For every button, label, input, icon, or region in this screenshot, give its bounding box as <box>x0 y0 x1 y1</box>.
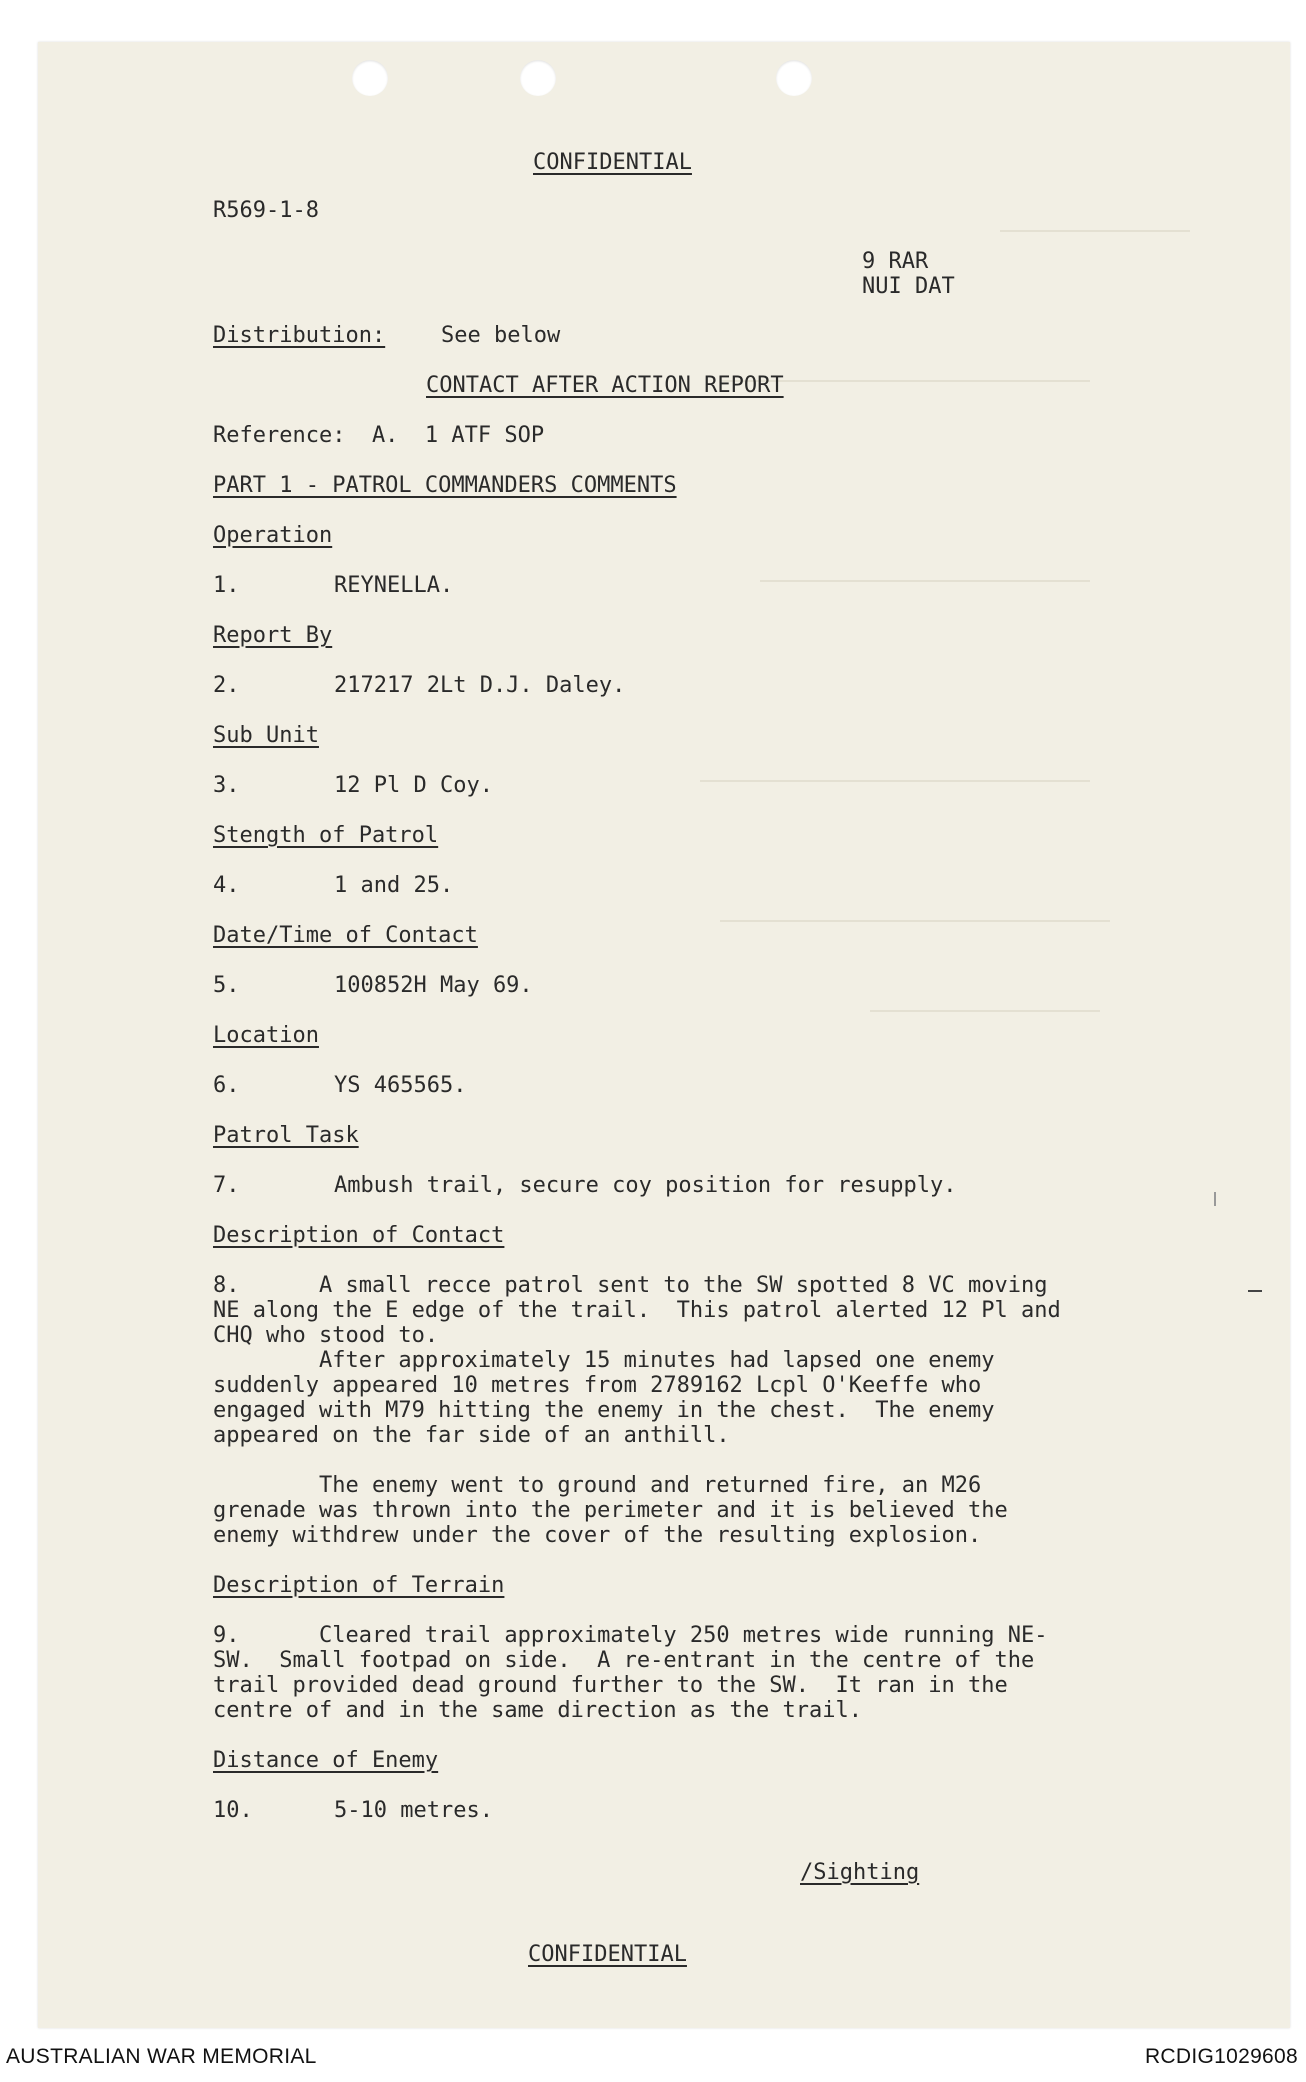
distribution-value: See below <box>441 323 561 348</box>
item-text: 1 and 25. <box>334 873 454 898</box>
footer-item-id: RCDIG1029608 <box>1144 2045 1298 2068</box>
unit-location: NUI DAT <box>862 274 955 299</box>
continuation-marker: /Sighting <box>800 1860 920 1885</box>
section-heading: Location <box>213 1023 319 1048</box>
punch-hole <box>520 60 556 96</box>
punch-hole <box>352 60 388 96</box>
paragraph-line: CHQ who stood to. <box>213 1323 439 1348</box>
item-number: 5. <box>213 973 240 998</box>
file-reference: R569-1-8 <box>213 198 319 223</box>
distribution-label: Distribution: <box>213 323 386 348</box>
section-heading: Date/Time of Contact <box>213 923 478 948</box>
item-number: 10. <box>213 1798 253 1823</box>
paragraph-line: grenade was thrown into the perimeter and it is believed the <box>213 1498 1008 1523</box>
section-heading: Description of Terrain <box>213 1573 505 1598</box>
section-heading: Operation <box>213 523 333 548</box>
paragraph-line: The enemy went to ground and returned fire, an M26 <box>213 1473 982 1498</box>
item-text: 217217 2Lt D.J. Daley. <box>334 673 626 698</box>
item-number: 4. <box>213 873 240 898</box>
margin-mark <box>1248 1290 1262 1292</box>
paragraph-line: NE along the E edge of the trail. This patrol alerted 12 Pl and <box>213 1298 1061 1323</box>
item-number: 6. <box>213 1073 240 1098</box>
section-heading: Stength of Patrol <box>213 823 439 848</box>
item-text: YS 465565. <box>334 1073 467 1098</box>
item-text: Ambush trail, secure coy position for resupply. <box>334 1173 957 1198</box>
paragraph-line: centre of and in the same direction as the trail. <box>213 1698 863 1723</box>
item-number: 7. <box>213 1173 240 1198</box>
item-number: 2. <box>213 673 240 698</box>
section-heading: Description of Contact <box>213 1223 505 1248</box>
item-number: 3. <box>213 773 240 798</box>
report-title: CONTACT AFTER ACTION REPORT <box>426 373 784 398</box>
item-text: REYNELLA. <box>334 573 454 598</box>
paragraph-line: After approximately 15 minutes had lapsed one enemy <box>213 1348 995 1373</box>
paragraph-line: 8. A small recce patrol sent to the SW spotted 8 VC moving <box>213 1273 1048 1298</box>
paragraph-line: suddenly appeared 10 metres from 2789162 Lcpl O'Keeffe who <box>213 1373 982 1398</box>
paragraph-line: appeared on the far side of an anthill. <box>213 1423 730 1448</box>
section-heading: Distance of Enemy <box>213 1748 439 1773</box>
section-heading: Sub Unit <box>213 723 319 748</box>
reference-line: Reference: A. 1 ATF SOP <box>213 423 545 448</box>
footer-archive-name: AUSTRALIAN WAR MEMORIAL <box>6 2045 317 2068</box>
paragraph-line: 9. Cleared trail approximately 250 metres wide running NE- <box>213 1623 1048 1648</box>
paragraph-line: enemy withdrew under the cover of the resulting explosion. <box>213 1523 982 1548</box>
item-text: 100852H May 69. <box>334 973 533 998</box>
part-heading: PART 1 - PATROL COMMANDERS COMMENTS <box>213 473 677 498</box>
punch-hole <box>776 60 812 96</box>
classification-top: CONFIDENTIAL <box>533 150 692 175</box>
paragraph-line: engaged with M79 hitting the enemy in the chest. The enemy <box>213 1398 995 1423</box>
item-number: 1. <box>213 573 240 598</box>
item-text: 12 Pl D Coy. <box>334 773 493 798</box>
margin-mark <box>1214 1192 1216 1206</box>
unit-name: 9 RAR <box>862 249 929 274</box>
paragraph-line: trail provided dead ground further to the SW. It ran in the <box>213 1673 1008 1698</box>
paragraph-line: SW. Small footpad on side. A re-entrant in the centre of the <box>213 1648 1035 1673</box>
item-text: 5-10 metres. <box>334 1798 493 1823</box>
classification-bottom: CONFIDENTIAL <box>528 1942 687 1967</box>
section-heading: Report By <box>213 623 333 648</box>
section-heading: Patrol Task <box>213 1123 359 1148</box>
